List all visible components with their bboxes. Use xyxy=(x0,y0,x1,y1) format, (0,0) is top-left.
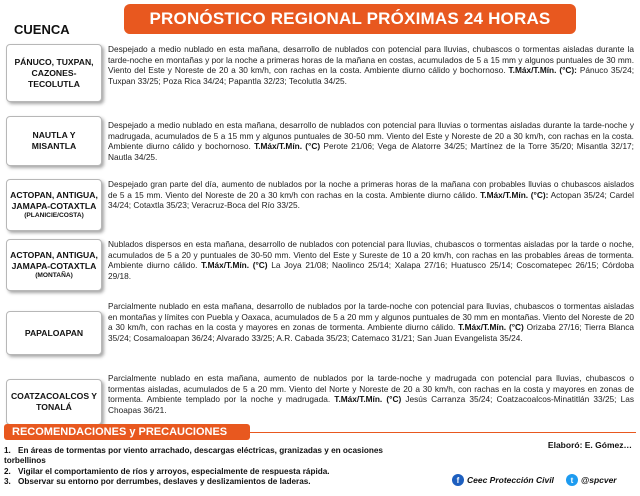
author-credit: Elaboró: E. Gómez… xyxy=(547,440,632,450)
region-forecast: Despejado a medio nublado en esta mañana, desarrollo de nublados con potencial para lluvias o tormentas aisladas durante la tarde-noche y madrugada, acumulados de 5 a 15 mm y algunos puntuales de 30-50 mm. Viento del Este y Noreste de 20 a 30 km/h, con rachas en la costa. Ambiente diurno cálido y bochornoso. T.Máx/T.Mín. (°C) Perote 21/06; Vega de Alatorre 34/25; Martínez de la Torre 35/20; Misantla 32/17; Nautla 34/25. xyxy=(108,120,634,162)
region-label: PÁNUCO, TUXPAN, CAZONES-TECOLUTLA xyxy=(6,44,102,102)
region-label: PAPALOAPAN xyxy=(6,311,102,355)
forecast-row xyxy=(6,373,634,427)
list-item: 2. Vigilar el comportamiento de ríos y arroyos, especialmente de respuesta rápida. xyxy=(4,466,330,476)
forecast-row xyxy=(6,110,634,176)
social-links xyxy=(452,474,617,486)
region-label: NAUTLA Y MISANTLA xyxy=(6,116,102,166)
list-item: 3. Observar su entorno por derrumbes, deslaves y deslizamientos de laderas. xyxy=(4,477,311,487)
facebook-icon[interactable]: f xyxy=(452,474,464,486)
twitter-icon[interactable]: t xyxy=(566,474,578,486)
list-item: 1. En áreas de tormentas por viento arrachado, descargas eléctricas, granizadas y en ocasiones torbellinos xyxy=(4,446,383,466)
forecast-row xyxy=(6,44,634,106)
region-forecast: Parcialmente nublado en esta mañana, desarrollo de nublados por la tarde-noche con potencial para lluvias, chubascos o tormentas aisladas en montañas y límites con Puebla y Oaxaca, acumulados de 5 a 20 mm y algunos puntuales de 30 mm en montañas. Viento del Noreste de 20 a 30 km/h, con rachas en la costa y mayores en zonas de tormenta. Ambiente diurno cálido. T.Máx/T.Mín. (°C) Orizaba 27/16; Tierra Blanca 35/24; Cosamaloapan 36/24; Alvarado 33/25; A.R. Cabada 35/23; Catemaco 31/21; San Juan Evangelista 35/24. xyxy=(108,301,634,343)
twitter-handle[interactable]: @spcver xyxy=(580,475,617,485)
section-label-cuenca: CUENCA xyxy=(14,22,70,37)
recommendations-title: RECOMENDACIONES y PRECAUCIONES xyxy=(4,424,250,440)
region-forecast: Despejado a medio nublado en esta mañana, desarrollo de nublados con potencial para lluvias, chubascos o tormentas aisladas durante la tarde-noche en montañas y por la noche a primeras horas de la mañana en costas, acumulados de 5 a 15 mm y algunos puntuales de 30 mm. Viento del Este y Noreste de 20 a 30 km/h, con rachas en la costa. Ambiente diurno cálido y bochornoso. T.Máx/T.Mín. (°C): Pánuco 35/24; Tuxpan 33/25; Poza Rica 34/24; Papantla 32/23; Tecolutla 34/25. xyxy=(108,44,634,86)
forecast-row xyxy=(6,239,634,295)
forecast-row xyxy=(6,301,634,369)
region-forecast: Despejado gran parte del día, aumento de nublados por la noche a primeras horas de la mañana con probables lluvias o chubascos aislados de 5 a 15 mm. Viento del Noreste de 20 a 30 km/h con rachas en la costa. Ambiente diurno cálido. T.Máx/T.Mín. (°C): Actopan 35/24; Cardel 34/24; Cotaxtla 35/23; Veracruz-Boca del Río 33/25. xyxy=(108,179,634,211)
header-title: PRONÓSTICO REGIONAL PRÓXIMAS 24 HORAS xyxy=(124,4,576,34)
recommendations-list xyxy=(4,446,424,488)
facebook-handle[interactable]: Ceec Protección Civil xyxy=(467,475,554,485)
region-label: COATZACOALCOS Y TONALÁ xyxy=(6,379,102,425)
region-label: ACTOPAN, ANTIGUA, JAMAPA-COTAXTLA (MONTAÑA) xyxy=(6,239,102,291)
region-forecast: Nublados dispersos en esta mañana, desarrollo de nublados con potencial para lluvias, chubascos o tormentas aisladas por la tarde o noche, acumulados de 5 a 20 y puntuales de 30-50 mm. Viento del Este y Sureste de 10 a 20 km/h, con rachas en las probables áreas de tormenta. Ambiente diurno cálido. T.Máx/T.Mín. (°C) La Joya 21/08; Naolinco 25/14; Xalapa 27/16; Huatusco 25/14; Coscomatepec 26/15; Córdoba 29/18. xyxy=(108,239,634,281)
region-forecast: Parcialmente nublado en esta mañana, aumento de nublados por la tarde-noche y madrugada con potencial para lluvias, chubascos o tormentas aisladas, acumulados de 5 a 20 mm. Viento del Norte y Noreste de 20 a 30 km/h, con rachas en la costa y mayores en zonas de tormenta. Ambiente templado por la noche y madrugada. T.Máx/T.Mín. (°C) Jesús Carranza 35/24; Coatzacoalcos-Minatitlán 33/25; Las Choapas 36/21. xyxy=(108,373,634,415)
region-label: ACTOPAN, ANTIGUA, JAMAPA-COTAXTLA (PLANICIE/COSTA) xyxy=(6,179,102,231)
forecast-rows xyxy=(6,44,634,427)
divider xyxy=(250,432,636,433)
forecast-row xyxy=(6,179,634,235)
